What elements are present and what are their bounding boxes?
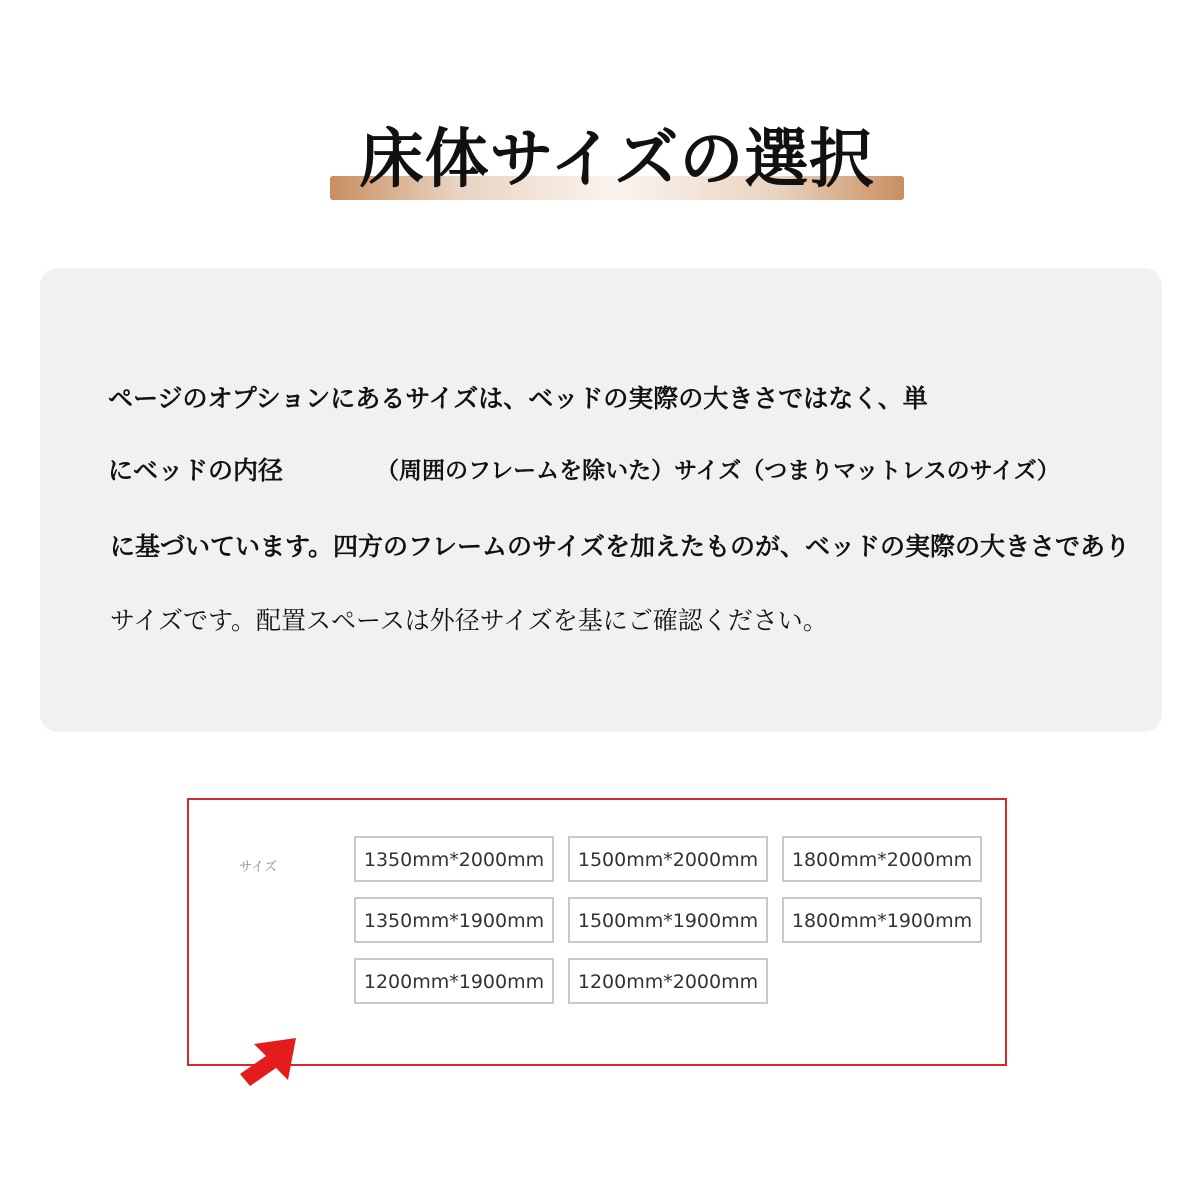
note-line-4: サイズです。配置スペースは外径サイズを基にご確認ください。 [110, 606, 828, 635]
size-selector-panel [187, 798, 1007, 1066]
size-option[interactable]: 1800mm*1900mm [782, 897, 982, 943]
size-option[interactable]: 1800mm*2000mm [782, 836, 982, 882]
note-line-2: にベッドの内径 [108, 456, 284, 485]
section-title [330, 118, 904, 204]
size-option[interactable]: 1350mm*1900mm [354, 897, 554, 943]
title-text: 床体サイズの選択 [359, 123, 875, 197]
size-option[interactable]: 1500mm*1900mm [568, 897, 768, 943]
red-arrow-icon [236, 1034, 300, 1088]
size-note-card [40, 268, 1162, 732]
note-line-2-detail: （周囲のフレームを除いた）サイズ（つまりマットレスのサイズ） [376, 458, 1060, 484]
size-option[interactable]: 1200mm*1900mm [354, 958, 554, 1004]
size-option[interactable]: 1500mm*2000mm [568, 836, 768, 882]
size-label: サイズ [239, 860, 277, 875]
note-line-3: に基づいています。四方のフレームのサイズを加えたものが、ベッドの実際の大きさであり [110, 532, 1131, 561]
note-line-1: ページのオプションにあるサイズは、ベッドの実際の大きさではなく、単 [108, 384, 928, 413]
size-option[interactable]: 1200mm*2000mm [568, 958, 768, 1004]
size-option[interactable]: 1350mm*2000mm [354, 836, 554, 882]
